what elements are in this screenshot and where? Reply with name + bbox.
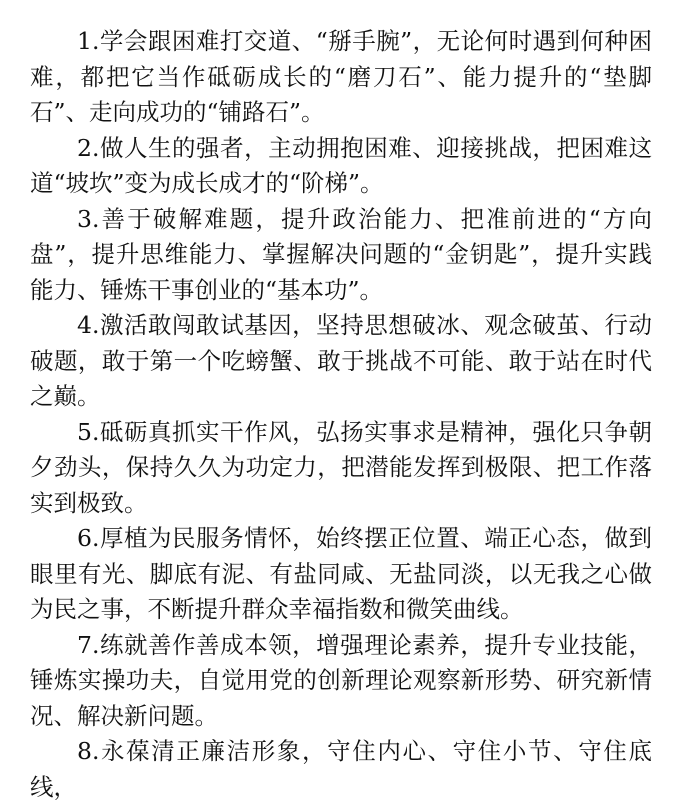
paragraph-7: 7.练就善作善成本领，增强理论素养，提升专业技能，锤炼实操功夫，自觉用党的创新理论观察新形势、研究新情况、解决新问题。: [30, 630, 652, 730]
paragraph-6: 6.厚植为民服务情怀，始终摆正位置、端正心态，做到眼里有光、脚底有泥、有盐同咸、无盐同淡，以无我之心做为民之事，不断提升群众幸福指数和微笑曲线。: [30, 524, 652, 623]
paragraph-1: 1.学会跟困难打交道、“掰手腕”，无论何时遇到何种困难，都把它当作砥砺成长的“磨刀石”、能力提升的“垫脚石”、走向成功的“铺路石”。: [30, 27, 652, 126]
paragraph-4: 4.激活敢闯敢试基因，坚持思想破冰、观念破茧、行动破题，敢于第一个吃螃蟹、敢于挑战不可能、敢于站在时代之巅。: [30, 311, 652, 410]
document-body: [30, 24, 652, 805]
paragraph-5: 5.砥砺真抓实干作风，弘扬实事求是精神，强化只争朝夕劲头，保持久久为功定力，把潜能发挥到极限、把工作落实到极致。: [30, 417, 652, 517]
paragraph-8: 8.永葆清正廉洁形象，守住内心、守住小节、守住底线，: [30, 737, 652, 801]
paragraph-2: 2.做人生的强者，主动拥抱困难、迎接挑战，把困难这道“坡坎”变为成长成才的“阶梯”。: [30, 133, 652, 197]
paragraph-3: 3.善于破解难题，提升政治能力、把准前进的“方向盘”，提升思维能力、掌握解决问题的“金钥匙”，提升实践能力、锤炼干事创业的“基本功”。: [30, 204, 652, 304]
